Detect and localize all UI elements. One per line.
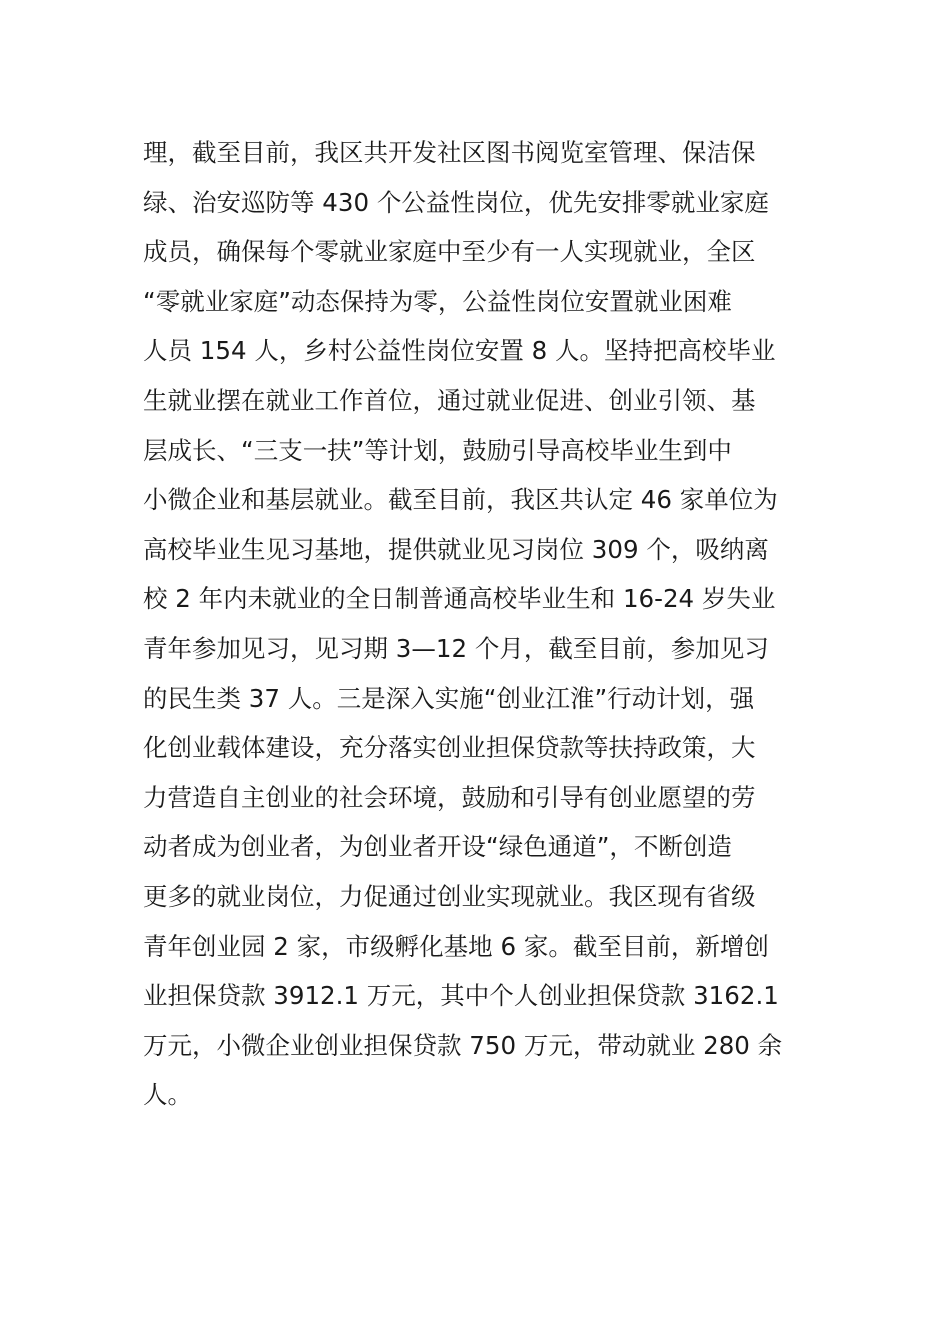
text-line: 校 2 年内未就业的全日制普通高校毕业生和 16-24 岁失业 bbox=[143, 584, 776, 614]
text-line: 小微企业和基层就业。截至目前，我区共认定 46 家单位为 bbox=[143, 485, 778, 515]
text-line: 青年参加见习，见习期 3—12 个月，截至目前，参加见习 bbox=[143, 633, 769, 663]
text-line: 化创业载体建设，充分落实创业担保贷款等扶持政策，大 bbox=[143, 733, 756, 763]
text-line: 的民生类 37 人。三是深入实施“创业江淮”行动计划，强 bbox=[143, 683, 755, 713]
text-line: 层成长、“三支一扶”等计划，鼓励引导高校毕业生到中 bbox=[143, 435, 732, 465]
text-line: 成员，确保每个零就业家庭中至少有一人实现就业，全区 bbox=[143, 237, 756, 267]
text-line: 高校毕业生见习基地，提供就业见习岗位 309 个，吸纳离 bbox=[143, 534, 769, 564]
text-line: 人员 154 人，乡村公益性岗位安置 8 人。坚持把高校毕业 bbox=[143, 336, 776, 366]
text-line: 力营造自主创业的社会环境，鼓励和引导有创业愿望的劳 bbox=[143, 782, 756, 812]
text-line: 更多的就业岗位，力促通过创业实现就业。我区现有省级 bbox=[143, 881, 756, 911]
text-line: 青年创业园 2 家，市级孵化基地 6 家。截至目前，新增创 bbox=[143, 931, 769, 961]
text-line: 绿、治安巡防等 430 个公益性岗位，优先安排零就业家庭 bbox=[143, 187, 769, 217]
text-line: “零就业家庭”动态保持为零，公益性岗位安置就业困难 bbox=[143, 286, 732, 316]
text-line: 理，截至目前，我区共开发社区图书阅览室管理、保洁保 bbox=[143, 138, 756, 167]
text-line: 业担保贷款 3912.1 万元，其中个人创业担保贷款 3162.1 bbox=[143, 981, 779, 1011]
text-line: 动者成为创业者，为创业者开设“绿色通道”，不断创造 bbox=[143, 832, 732, 862]
text-line: 万元，小微企业创业担保贷款 750 万元，带动就业 280 余 bbox=[143, 1030, 783, 1060]
text-line: 人。 bbox=[143, 1080, 192, 1110]
body-paragraph bbox=[143, 128, 813, 1120]
text-line: 生就业摆在就业工作首位，通过就业促进、创业引领、基 bbox=[143, 385, 756, 415]
